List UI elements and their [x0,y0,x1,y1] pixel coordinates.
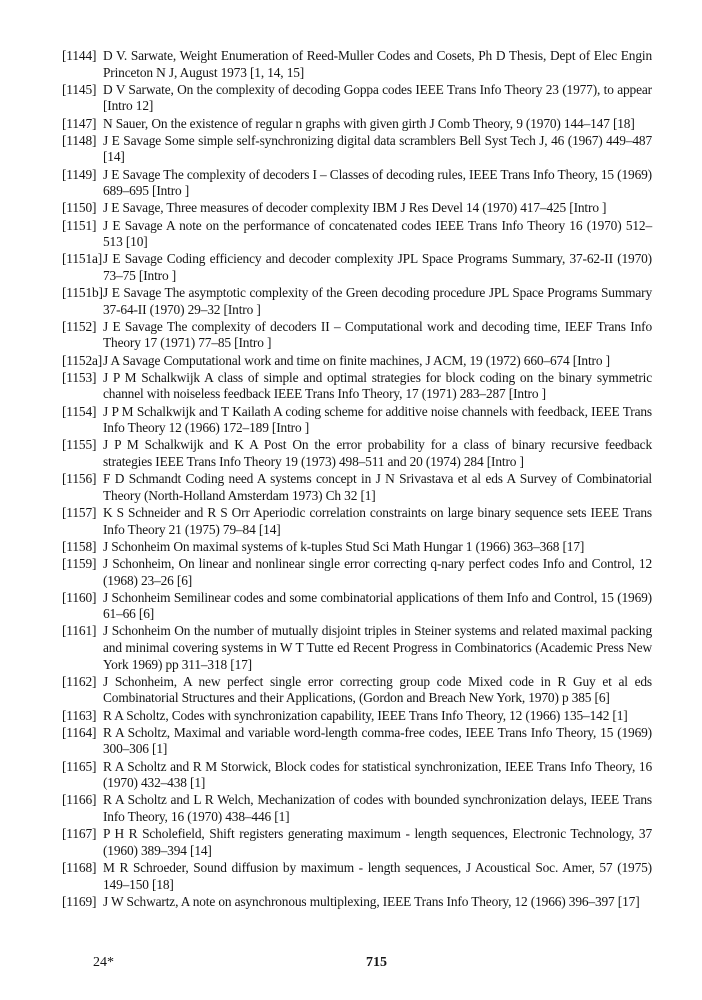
reference-entry [62,894,652,911]
reference-entry [62,623,652,673]
reference-text: R A Scholtz, Codes with synchronization capability, IEEE Trans Info Theory, 12 (1966) 135–142 [1] [103,707,628,723]
reference-text: P H R Scholefield, Shift registers generating maximum - length sequences, Electronic Technology, 37 (1960) 389–394 [14] [103,826,652,858]
reference-text: R A Scholtz and L R Welch, Mechanization of codes with bounded synchronization delays, IEEE Trans Info Theory, 16 (1970) 438–446 [1] [103,792,652,824]
reference-number: [1166] [62,792,97,808]
reference-list [62,48,652,911]
reference-number: [1163] [62,707,97,723]
reference-text: J E Savage The complexity of decoders II – Computational work and decoding time, IEEF Trans Info Theory 17 (1971) 77–85 [Intro ] [103,318,652,351]
reference-text: J P M Schalkwijk and T Kailath A coding scheme for additive noise channels with feedback, IEEE Trans Info Theory 12 (1966) 172–189 [Intro ] [103,403,652,436]
reference-text: J A Savage Computational work and time on finite machines, J ACM, 19 (1972) 660–674 [Intro ] [103,352,610,368]
reference-entry [62,167,652,200]
reference-text: J E Savage The complexity of decoders I – Classes of decoding rules, IEEE Trans Info Theory, 15 (1969) 689–695 [Intro ] [103,166,652,199]
reference-entry [62,48,652,81]
reference-number: [1150] [62,200,97,216]
reference-entry [62,437,652,470]
reference-number: [1145] [62,81,97,97]
reference-entry [62,285,652,318]
reference-entry [62,218,652,251]
reference-number: [1148] [62,132,97,148]
page-footer [0,955,702,975]
reference-text: J E Savage Coding efficiency and decoder complexity JPL Space Programs Summary, 37-62-II (1970) 73–75 [Intro ] [103,251,652,283]
reference-number: [1154] [62,403,97,419]
reference-text: J P M Schalkwijk and K A Post On the error probability for a class of binary recursive feedback strategies IEEE Trans Info Theory 19 (1973) 498–511 and 20 (1974) 284 [Intro ] [103,437,652,469]
reference-number: [1160] [62,589,97,605]
reference-entry [62,759,652,792]
reference-entry [62,826,652,859]
reference-number: [1152] [62,318,97,334]
reference-number: [1165] [62,758,97,774]
reference-number: [1168] [62,859,97,875]
reference-entry [62,505,652,538]
reference-entry [62,725,652,758]
reference-number: [1169] [62,893,97,909]
reference-entry [62,792,652,825]
reference-number: [1153] [62,369,97,385]
reference-entry [62,319,652,352]
reference-number: [1158] [62,538,97,554]
reference-entry [62,251,652,284]
reference-number: [1152a] [62,352,103,368]
reference-text: D V. Sarwate, Weight Enumeration of Reed-Muller Codes and Cosets, Ph D Thesis, Dept of Elec Engin Princeton N J, August 1973 [1, 14, 15] [103,48,652,80]
reference-number: [1159] [62,555,97,571]
reference-number: [1147] [62,115,97,131]
reference-entry [62,370,652,403]
reference-entry [62,353,652,370]
reference-entry [62,133,652,166]
reference-text: J Schonheim On the number of mutually disjoint triples in Steiner systems and related maximal packing and minimal covering systems in W T Tutte ed Recent Progress in Combinatorics (Academic Press New York 1969) pp 311–318 [17] [103,623,652,672]
reference-entry [62,471,652,504]
reference-text: J E Savage Some simple self-synchronizing digital data scramblers Bell Syst Tech J, 46 (1967) 449–487 [14] [103,132,652,165]
reference-text: K S Schneider and R S Orr Aperiodic correlation constraints on large binary sequence sets IEEE Trans Info Theory 21 (1975) 79–84 [14] [103,504,652,537]
reference-entry [62,556,652,589]
reference-text: J Schonheim Semilinear codes and some combinatorial applications of them Info and Control, 15 (1969) 61–66 [6] [103,589,652,622]
reference-text: J W Schwartz, A note on asynchronous multiplexing, IEEE Trans Info Theory, 12 (1966) 396–397 [17] [103,893,640,909]
reference-text: M R Schroeder, Sound diffusion by maximum - length sequences, J Acoustical Soc. Amer, 57 (1975) 149–150 [18] [103,859,652,892]
reference-number: [1167] [62,826,97,842]
page-number: 715 [366,955,387,970]
reference-entry [62,590,652,623]
reference-entry [62,200,652,217]
reference-entry [62,674,652,707]
reference-number: [1162] [62,673,97,689]
reference-text: F D Schmandt Coding need A systems concept in J N Srivastava et al eds A Survey of Combinatorial Theory (North-Holland Amsterdam 1973) Ch 32 [1] [103,471,652,503]
reference-number: [1157] [62,504,97,520]
reference-text: J Schonheim On maximal systems of k-tuples Stud Sci Math Hungar 1 (1966) 363–368 [17] [103,538,585,554]
signature-mark: 24* [93,955,114,970]
reference-number: [1151] [62,217,97,233]
reference-number: [1156] [62,471,97,487]
reference-text: J E Savage, Three measures of decoder complexity IBM J Res Devel 14 (1970) 417–425 [Intro ] [103,200,607,216]
reference-entry [62,708,652,725]
reference-text: J Schonheim, A new perfect single error correcting group code Mixed code in R Guy et al eds Combinatorial Structures and their Applications, (Gordon and Breach New York, 1970) p 385 [6] [103,673,652,706]
reference-entry [62,539,652,556]
reference-number: [1151a] [62,251,103,267]
reference-text: J E Savage A note on the performance of concatenated codes IEEE Trans Info Theory 16 (1970) 512–513 [10] [103,217,652,250]
reference-text: R A Scholtz and R M Storwick, Block codes for statistical synchronization, IEEE Trans Info Theory, 16 (1970) 432–438 [1] [103,758,652,791]
reference-text: J Schonheim, On linear and nonlinear single error correcting q-nary perfect codes Info and Control, 12 (1968) 23–26 [6] [103,555,652,588]
reference-number: [1161] [62,623,97,639]
reference-text: D V Sarwate, On the complexity of decoding Goppa codes IEEE Trans Info Theory 23 (1977), to appear [Intro 12] [103,81,652,114]
reference-entry [62,116,652,133]
reference-entry [62,82,652,115]
reference-text: N Sauer, On the existence of regular n graphs with given girth J Comb Theory, 9 (1970) 144–147 [18] [103,115,635,131]
reference-entry [62,404,652,437]
reference-number: [1151b] [62,285,103,301]
reference-number: [1155] [62,437,97,453]
reference-number: [1144] [62,48,97,63]
reference-entry [62,860,652,893]
reference-number: [1164] [62,724,97,740]
reference-number: [1149] [62,166,97,182]
reference-text: J E Savage The asymptotic complexity of the Green decoding procedure JPL Space Programs Summary 37-64-II (1970) 29–32 [Intro ] [103,285,652,317]
reference-text: J P M Schalkwijk A class of simple and optimal strategies for block coding on the binary symmetric channel with noiseless feedback IEEE Trans Info Theory, 17 (1971) 283–287 [Intro ] [103,369,652,402]
reference-text: R A Scholtz, Maximal and variable word-length comma-free codes, IEEE Trans Info Theory, 15 (1969) 300–306 [1] [103,724,652,757]
